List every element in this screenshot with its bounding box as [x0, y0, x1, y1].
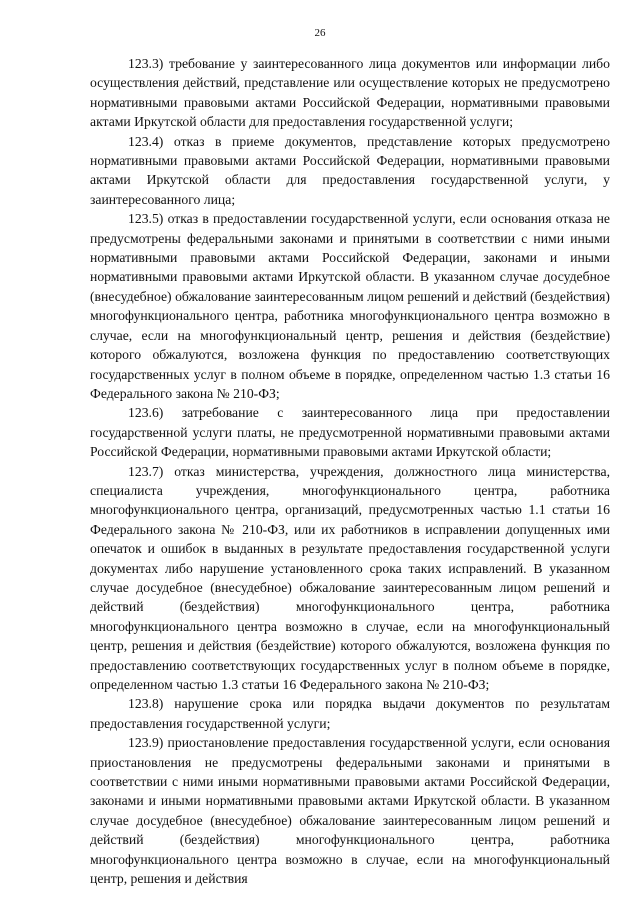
paragraph-123-7: 123.7) отказ министерства, учреждения, должностного лица министерства, специалиста учреждения, многофункционального центра, работника многофункционального центра, организаций, предусмотренных частью 1.1 статьи 16 Федерального закона № 210-ФЗ, или их работников в исправлении допущенных ими опечаток и ошибок в выданных в результате предоставления государственной услуги документах либо нарушение установленного срока таких исправлений. В указанном случае досудебное (внесудебное) обжалование заинтересованным лицом решений и действий (бездействия) многофункционального центра, работника многофункционального центра возможно в случае, если на многофункциональный центр, решения и действия (бездействие) которого обжалуются, возложена функция по предоставлению соответствующих государственных услуг в полном объеме в порядке, определенном частью 1.3 статьи 16 Федерального закона № 210-ФЗ; — [90, 463, 610, 692]
paragraph-123-6: 123.6) затребование с заинтересованного лица при предоставлении государственной услуги платы, не предусмотренной нормативными правовыми актами Российской Федерации, нормативными правовыми актами Иркутской области; — [90, 405, 610, 460]
paragraph-123-9: 123.9) приостановление предоставления государственной услуги, если основания приостановления не предусмотрены федеральными законами и принятыми в соответствии с ними иными нормативными правовыми актами Российской Федерации, законами и иными нормативными правовыми актами Иркутской области. В указанном случае досудебное (внесудебное) обжалование заинтересованным лицом решений и действий (бездействия) многофункционального центра, работника многофункционального центра возможно в случае, если на многофункциональный центр, решения и действия — [90, 735, 610, 887]
paragraph-123-4: 123.4) отказ в приеме документов, представление которых предусмотрено нормативными правовыми актами Российской Федерации, нормативными правовыми актами Иркутской области для предоставления государственной услуги, у заинтересованного лица; — [90, 133, 610, 207]
page-body — [90, 54, 610, 888]
page-number: 26 — [314, 27, 326, 39]
paragraph-123-5: 123.5) отказ в предоставлении государственной услуги, если основания отказа не предусмотрены федеральными законами и принятыми в соответствии с ними иными нормативными правовыми актами Российской Федерации, законами и иными нормативными правовыми актами Иркутской области. В указанном случае досудебное (внесудебное) обжалование заинтересованным лицом решений и действий (бездействия) многофункционального центра, работника многофункционального центра возможно в случае, если на многофункциональный центр, решения и действия (бездействие) которого обжалуются, возложена функция по предоставлению соответствующих государственных услуг в полном объеме в порядке, определенном частью 1.3 статьи 16 Федерального закона № 210-ФЗ; — [90, 211, 610, 401]
paragraph-123-8: 123.8) нарушение срока или порядка выдачи документов по результатам предоставления государственной услуги; — [90, 696, 610, 731]
paragraph-123-3: 123.3) требование у заинтересованного лица документов или информации либо осуществления действий, представление или осуществление которых не предусмотрено нормативными правовыми актами Российской Федерации, нормативными правовыми актами Иркутской области для предоставления государственной услуги; — [90, 56, 610, 130]
